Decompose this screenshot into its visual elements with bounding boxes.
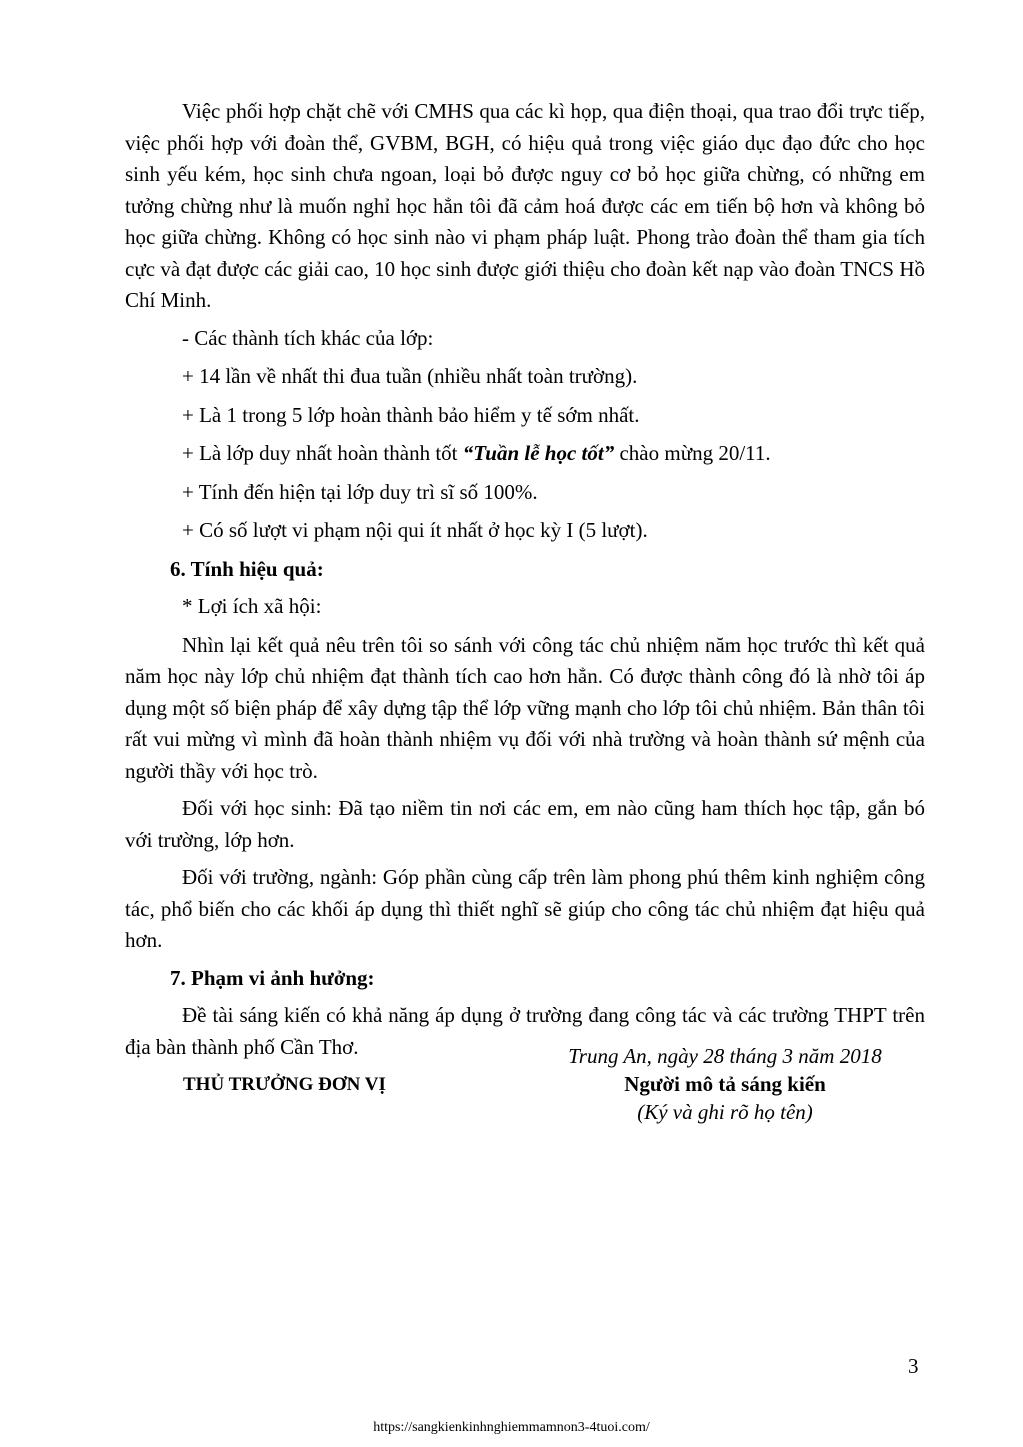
achievement-item-5: + Có số lượt vi phạm nội qui ít nhất ở học kỳ I (5 lượt). [182, 518, 648, 542]
achievement-item-3-after: chào mừng 20/11. [614, 441, 771, 465]
achievements-intro: - Các thành tích khác của lớp: [182, 325, 434, 350]
achievement-item-4: + Tính đến hiện tại lớp duy trì sĩ số 100%. [182, 479, 538, 504]
achievement-item-3-emphasis: “Tuần lễ học tốt” [462, 441, 615, 465]
achievement-item-3 [125, 438, 925, 470]
paragraph-students: Đối với học sinh: Đã tạo niềm tin nơi các em, em nào cũng ham thích học tập, gắn bó với trường, lớp hơn. [125, 796, 925, 852]
signature-date-line: Trung An, ngày 28 tháng 3 năm 2018 [568, 1044, 882, 1068]
unit-head-title: THỦ TRƯỞNG ĐƠN VỊ [183, 1074, 386, 1095]
achievement-item-3-before: + Là lớp duy nhất hoàn thành tốt [182, 441, 463, 465]
achievement-item-2: + Là 1 trong 5 lớp hoàn thành bảo hiểm y tế sớm nhất. [182, 402, 640, 427]
paragraph-coordination: Việc phối hợp chặt chẽ với CMHS qua các kì họp, qua điện thoại, qua trao đổi trực tiếp, việc phối hợp với đoàn thể, GVBM, BGH, có hiệu quả trong việc giáo dục đạo đức cho học sinh yếu kém, học sinh chưa ngoan, loại bỏ được nguy cơ bỏ học giữa chừng, có những em tưởng chừng như là muốn nghỉ học hẳn tôi đã cảm hoá được các em tiến bộ hơn và không bỏ học giữa chừng. Không có học sinh nào vi phạm pháp luật. Phong trào đoàn thể tham gia tích cực và đạt được các giải cao, 10 học sinh được giới thiệu cho đoàn kết nạp vào đoàn TNCS Hồ Chí Minh. [125, 99, 925, 312]
paragraph-review: Nhìn lại kết quả nêu trên tôi so sánh với công tác chủ nhiệm năm học trước thì kết quả năm học này lớp chủ nhiệm đạt thành tích cao hơn hẳn. Có được thành công đó là nhờ tôi áp dụng một số biện pháp để xây dựng tập thể lớp vững mạnh cho lớp tôi chủ nhiệm. Bản thân tôi rất vui mừng vì mình đã hoàn thành nhiệm vụ đối với nhà trường và hoàn thành sứ mệnh của người thầy với học trò. [125, 632, 925, 783]
section-heading-7: 7. Phạm vi ảnh hưởng: [170, 965, 375, 990]
achievement-item-1: + 14 lần về nhất thi đua tuần (nhiều nhất toàn trường). [182, 364, 638, 388]
page-number: 3 [908, 1354, 919, 1378]
social-benefit-label: * Lợi ích xã hội: [182, 594, 322, 618]
section-heading-6: 6. Tính hiệu quả: [170, 556, 324, 581]
footer-url: https://sangkienkinhnghiemmamnon3-4tuoi.com/ [373, 1420, 650, 1435]
signature-note: (Ký và ghi rõ họ tên) [637, 1100, 813, 1124]
signature-role: Người mô tả sáng kiến [624, 1072, 826, 1096]
document-body [125, 96, 925, 1069]
paragraph-school: Đối với trường, ngành: Góp phần cùng cấp trên làm phong phú thêm kinh nghiệm công tác, phổ biến cho các khối áp dụng thì thiết nghĩ sẽ giúp cho công tác chủ nhiệm đạt hiệu quả hơn. [125, 865, 925, 952]
paragraph-scope: Đề tài sáng kiến có khả năng áp dụng ở trường đang công tác và các trường THPT trên địa bàn thành phố Cần Thơ. [125, 1003, 925, 1059]
